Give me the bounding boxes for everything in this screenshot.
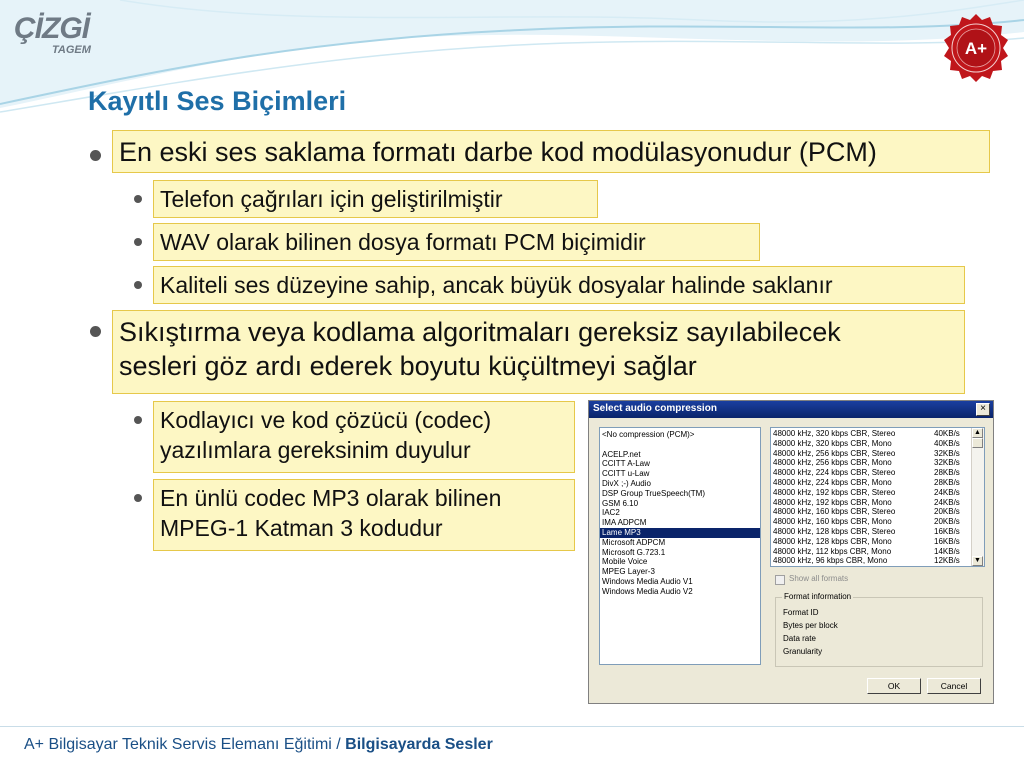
format-rate: 28KB/s bbox=[934, 468, 960, 478]
bullet-text: sesleri göz ardı ederek boyutu küçültmeyi sağlar bbox=[119, 351, 697, 381]
format-list-item[interactable] bbox=[771, 429, 984, 439]
format-list-item[interactable] bbox=[771, 468, 984, 478]
scroll-up-icon[interactable]: ▲ bbox=[972, 428, 983, 438]
codec-list-item[interactable] bbox=[600, 440, 760, 450]
format-description: 48000 kHz, 192 kbps CBR, Stereo bbox=[773, 487, 896, 497]
granularity-label: Granularity bbox=[783, 647, 823, 656]
bullet-text: Kodlayıcı ve kod çözücü (codec) bbox=[160, 407, 492, 433]
bytes-per-block-label: Bytes per block bbox=[783, 621, 838, 630]
codec-list-item[interactable]: CCITT u-Law bbox=[602, 469, 650, 479]
footer-divider bbox=[0, 726, 1024, 727]
show-all-formats-checkbox[interactable] bbox=[775, 575, 785, 585]
bullet-text: yazılımlara gereksinim duyulur bbox=[160, 437, 471, 463]
format-list-item[interactable] bbox=[771, 458, 984, 468]
codec-list-item[interactable]: IMA ADPCM bbox=[602, 518, 647, 528]
format-list-item[interactable] bbox=[771, 547, 984, 557]
format-description: 48000 kHz, 192 kbps CBR, Mono bbox=[773, 497, 892, 507]
bullet-text: En ünlü codec MP3 olarak bilinen bbox=[160, 485, 502, 511]
format-list-item[interactable] bbox=[771, 478, 984, 488]
format-description: 48000 kHz, 224 kbps CBR, Mono bbox=[773, 477, 892, 487]
format-rate: 14KB/s bbox=[934, 546, 960, 556]
seal-icon bbox=[940, 12, 1012, 84]
format-rate: 24KB/s bbox=[934, 487, 960, 497]
format-list[interactable] bbox=[770, 427, 985, 567]
ok-button[interactable]: OK bbox=[867, 678, 921, 694]
company-logo bbox=[14, 12, 114, 58]
format-id-label: Format ID bbox=[783, 608, 819, 617]
format-info-group bbox=[775, 592, 983, 667]
format-rate: 16KB/s bbox=[934, 526, 960, 536]
format-description: 48000 kHz, 112 kbps CBR, Mono bbox=[773, 546, 892, 556]
format-list-item[interactable] bbox=[771, 527, 984, 537]
format-description: 48000 kHz, 256 kbps CBR, Mono bbox=[773, 458, 892, 468]
format-list-item[interactable] bbox=[771, 517, 984, 527]
format-description: 48000 kHz, 320 kbps CBR, Stereo bbox=[773, 429, 896, 438]
bullet-text: Telefon çağrıları için geliştirilmiştir bbox=[160, 186, 503, 212]
close-icon[interactable]: × bbox=[976, 403, 990, 416]
bullet-dot bbox=[134, 281, 142, 289]
format-info-title: Format information bbox=[784, 592, 852, 601]
format-list-item[interactable] bbox=[771, 488, 984, 498]
format-description: 48000 kHz, 128 kbps CBR, Stereo bbox=[773, 526, 896, 536]
format-list-item[interactable] bbox=[771, 507, 984, 517]
format-rate: 16KB/s bbox=[934, 536, 960, 546]
codec-list-item[interactable]: DivX ;-) Audio bbox=[602, 478, 651, 488]
format-rate: 40KB/s bbox=[934, 438, 960, 448]
bullet-dot bbox=[134, 494, 142, 502]
codec-list-item[interactable]: Microsoft G.723.1 bbox=[602, 547, 666, 557]
codec-list-item[interactable]: Mobile Voice bbox=[602, 557, 648, 567]
seal-label: A+ bbox=[964, 39, 988, 58]
format-rate: 32KB/s bbox=[934, 448, 960, 458]
format-rate: 28KB/s bbox=[934, 477, 960, 487]
footer-topic: Bilgisayarda Sesler bbox=[345, 736, 493, 753]
show-all-formats-label: Show all formats bbox=[789, 574, 849, 583]
dialog-title: Select audio compression bbox=[593, 403, 717, 414]
bullet-item bbox=[153, 180, 598, 218]
bullet-item bbox=[153, 266, 965, 304]
dialog-titlebar bbox=[589, 401, 993, 418]
codec-list-item[interactable]: Windows Media Audio V2 bbox=[602, 586, 693, 596]
format-list-item[interactable] bbox=[771, 537, 984, 547]
format-list-item[interactable] bbox=[771, 449, 984, 459]
format-description: 48000 kHz, 160 kbps CBR, Stereo bbox=[773, 507, 896, 517]
format-description: 48000 kHz, 320 kbps CBR, Mono bbox=[773, 438, 892, 448]
footer-course: A+ Bilgisayar Teknik Servis Elemanı Eğitimi / bbox=[24, 736, 346, 753]
bullet-dot bbox=[134, 195, 142, 203]
codec-list[interactable] bbox=[599, 427, 761, 665]
format-rate: 12KB/s bbox=[934, 556, 960, 566]
bullet-item bbox=[153, 223, 760, 261]
data-rate-label: Data rate bbox=[783, 634, 816, 643]
bullet-item bbox=[153, 401, 575, 473]
format-description: 48000 kHz, 160 kbps CBR, Mono bbox=[773, 517, 892, 527]
codec-list-item[interactable]: GSM 6.10 bbox=[602, 498, 639, 508]
codec-list-item[interactable]: DSP Group TrueSpeech(TM) bbox=[602, 488, 706, 498]
bullet-item bbox=[112, 130, 990, 173]
bullet-dot bbox=[90, 326, 101, 337]
format-rate: 20KB/s bbox=[934, 507, 960, 517]
logo-main-text: ÇİZGİ bbox=[14, 12, 89, 45]
codec-list-item[interactable]: ACELP.net bbox=[602, 449, 641, 459]
audio-compression-dialog bbox=[588, 400, 994, 704]
bullet-item bbox=[153, 479, 575, 551]
format-description: 48000 kHz, 224 kbps CBR, Stereo bbox=[773, 468, 896, 478]
codec-list-item[interactable]: <No compression (PCM)> bbox=[602, 430, 695, 439]
scroll-thumb[interactable] bbox=[972, 438, 983, 448]
cancel-button[interactable]: Cancel bbox=[927, 678, 981, 694]
codec-list-item[interactable]: IAC2 bbox=[602, 508, 620, 518]
bullet-text: Sıkıştırma veya kodlama algoritmaları gereksiz sayılabilecek bbox=[119, 317, 841, 347]
codec-list-item[interactable]: Microsoft ADPCM bbox=[602, 537, 666, 547]
bullet-text: MPEG-1 Katman 3 kodudur bbox=[160, 515, 443, 541]
format-rate: 20KB/s bbox=[934, 517, 960, 527]
format-list-item[interactable] bbox=[771, 556, 984, 566]
scroll-down-icon[interactable]: ▼ bbox=[972, 556, 983, 566]
codec-list-item[interactable]: CCITT A-Law bbox=[602, 459, 650, 469]
footer bbox=[24, 736, 493, 754]
bullet-item bbox=[112, 310, 965, 394]
format-list-item[interactable] bbox=[771, 498, 984, 508]
format-description: 48000 kHz, 128 kbps CBR, Mono bbox=[773, 536, 892, 546]
format-rate: 32KB/s bbox=[934, 458, 960, 468]
codec-list-item[interactable]: Lame MP3 bbox=[600, 528, 760, 538]
bullet-dot bbox=[134, 416, 142, 424]
format-description: 48000 kHz, 256 kbps CBR, Stereo bbox=[773, 448, 896, 458]
bullet-text: Kaliteli ses düzeyine sahip, ancak büyük dosyalar halinde saklanır bbox=[160, 272, 833, 298]
format-list-item[interactable] bbox=[771, 439, 984, 449]
format-list-scrollbar[interactable] bbox=[971, 428, 984, 566]
bullet-text: WAV olarak bilinen dosya formatı PCM biçimidir bbox=[160, 229, 646, 255]
codec-list-item[interactable]: Windows Media Audio V1 bbox=[602, 576, 693, 586]
bullet-text: En eski ses saklama formatı darbe kod modülasyonudur (PCM) bbox=[119, 137, 877, 167]
bullet-dot bbox=[90, 150, 101, 161]
format-rate: 40KB/s bbox=[934, 429, 960, 438]
format-description: 48000 kHz, 96 kbps CBR, Mono bbox=[773, 556, 888, 566]
logo-sub-text: TAGEM bbox=[52, 44, 91, 56]
bullet-dot bbox=[134, 238, 142, 246]
page-title: Kayıtlı Ses Biçimleri bbox=[88, 86, 347, 116]
format-rate: 24KB/s bbox=[934, 497, 960, 507]
codec-list-item[interactable]: MPEG Layer-3 bbox=[602, 567, 655, 577]
